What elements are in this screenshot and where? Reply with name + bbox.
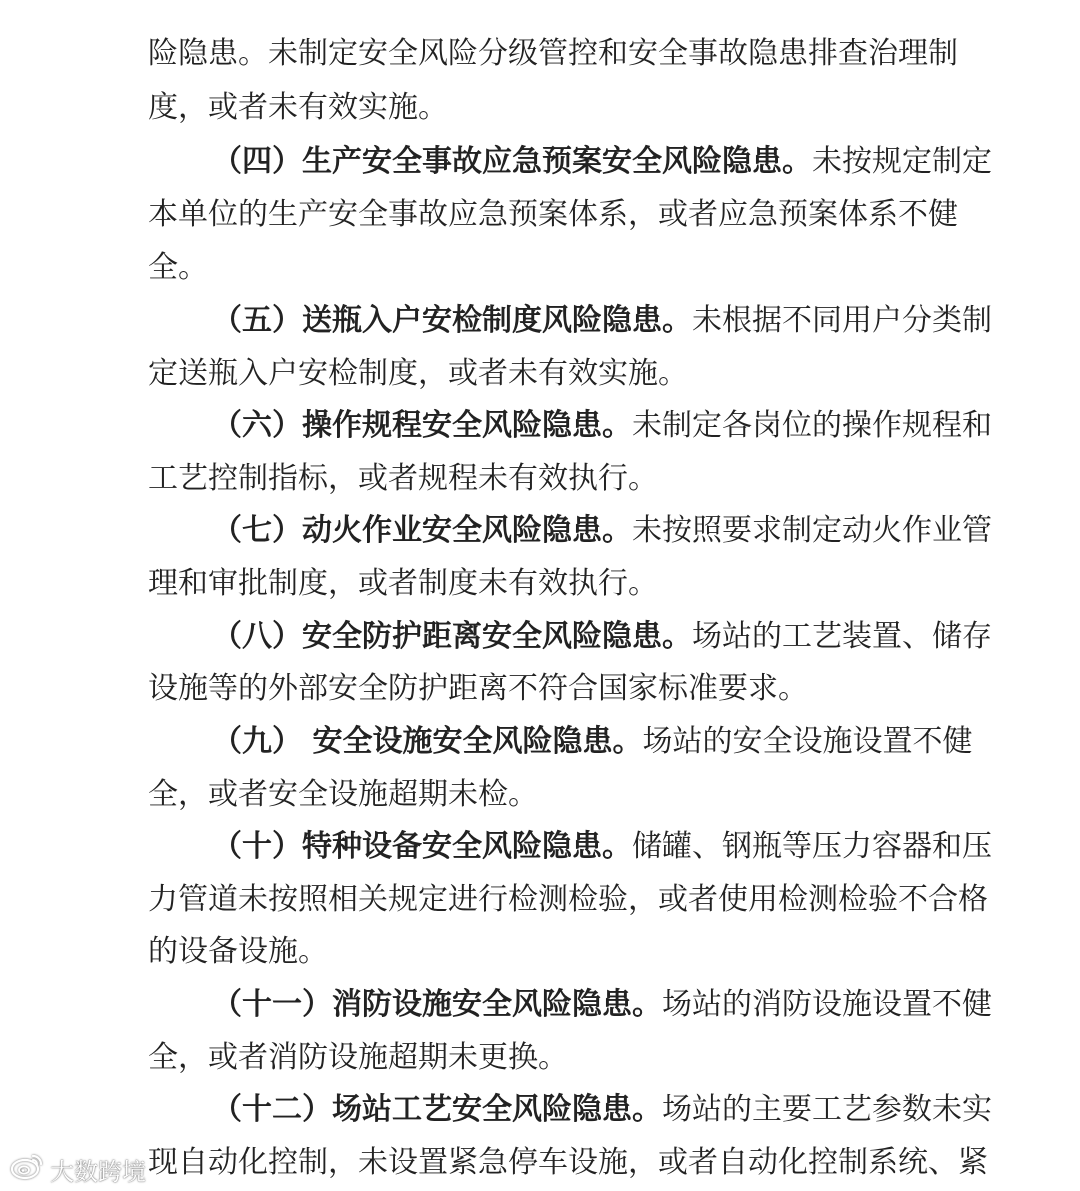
item-text: 未按照要求制定动火作业管 [632, 513, 992, 548]
list-item-10 [212, 827, 992, 867]
text-line: 定送瓶入户安检制度，或者未有效实施。 [148, 356, 688, 391]
text-line: 度，或者未有效实施。 [148, 90, 448, 125]
text-line: 理和审批制度，或者制度未有效执行。 [148, 566, 658, 601]
item-text: 场站的安全设施设置不健 [642, 724, 973, 759]
list-item-7 [212, 511, 992, 551]
item-heading: （八）安全防护距离安全风险隐患。 [212, 619, 692, 654]
text-line: 本单位的生产安全事故应急预案体系，或者应急预案体系不健 [148, 197, 958, 232]
list-item-11 [212, 985, 992, 1025]
text-line: 全，或者安全设施超期未检。 [148, 777, 538, 812]
text-line: 全。 [148, 250, 208, 285]
item-heading: （十）特种设备安全风险隐患。 [212, 829, 632, 864]
item-heading: （九） 安全设施安全风险隐患。 [212, 724, 643, 759]
text-line: 力管道未按照相关规定进行检测检验，或者使用检测检验不合格 [148, 882, 988, 917]
item-heading: （十一）消防设施安全风险隐患。 [212, 987, 662, 1022]
weibo-logo-icon [10, 1152, 44, 1186]
watermark [10, 1152, 146, 1186]
item-text: 未按规定制定 [812, 144, 992, 179]
list-item-4 [212, 142, 992, 182]
item-text: 储罐、钢瓶等压力容器和压 [632, 829, 992, 864]
text-line: 险隐患。未制定安全风险分级管控和安全事故隐患排查治理制 [148, 36, 958, 71]
list-item-6 [212, 406, 992, 446]
text-line: 现自动化控制，未设置紧急停车设施，或者自动化控制系统、紧 [148, 1145, 988, 1180]
item-heading: （五）送瓶入户安检制度风险隐患。 [212, 303, 692, 338]
item-heading: （四）生产安全事故应急预案安全风险隐患。 [212, 144, 812, 179]
item-text: 未制定各岗位的操作规程和 [632, 408, 992, 443]
text-line: 设施等的外部安全防护距离不符合国家标准要求。 [148, 671, 808, 706]
watermark-text: 大数跨境 [50, 1157, 146, 1186]
item-heading: （七）动火作业安全风险隐患。 [212, 513, 632, 548]
item-text: 场站的工艺装置、储存 [692, 619, 992, 654]
list-item-5 [212, 301, 992, 341]
item-text: 未根据不同用户分类制 [692, 303, 992, 338]
text-line: 全，或者消防设施超期未更换。 [148, 1040, 568, 1075]
list-item-9 [212, 722, 973, 762]
text-line: 工艺控制指标，或者规程未有效执行。 [148, 461, 658, 496]
item-heading: （十二）场站工艺安全风险隐患。 [212, 1092, 662, 1127]
item-heading: （六）操作规程安全风险隐患。 [212, 408, 632, 443]
item-text: 场站的主要工艺参数未实 [662, 1092, 992, 1127]
list-item-12 [212, 1090, 992, 1130]
text-line: 的设备设施。 [148, 934, 328, 969]
item-text: 场站的消防设施设置不健 [662, 987, 992, 1022]
list-item-8 [212, 617, 992, 657]
